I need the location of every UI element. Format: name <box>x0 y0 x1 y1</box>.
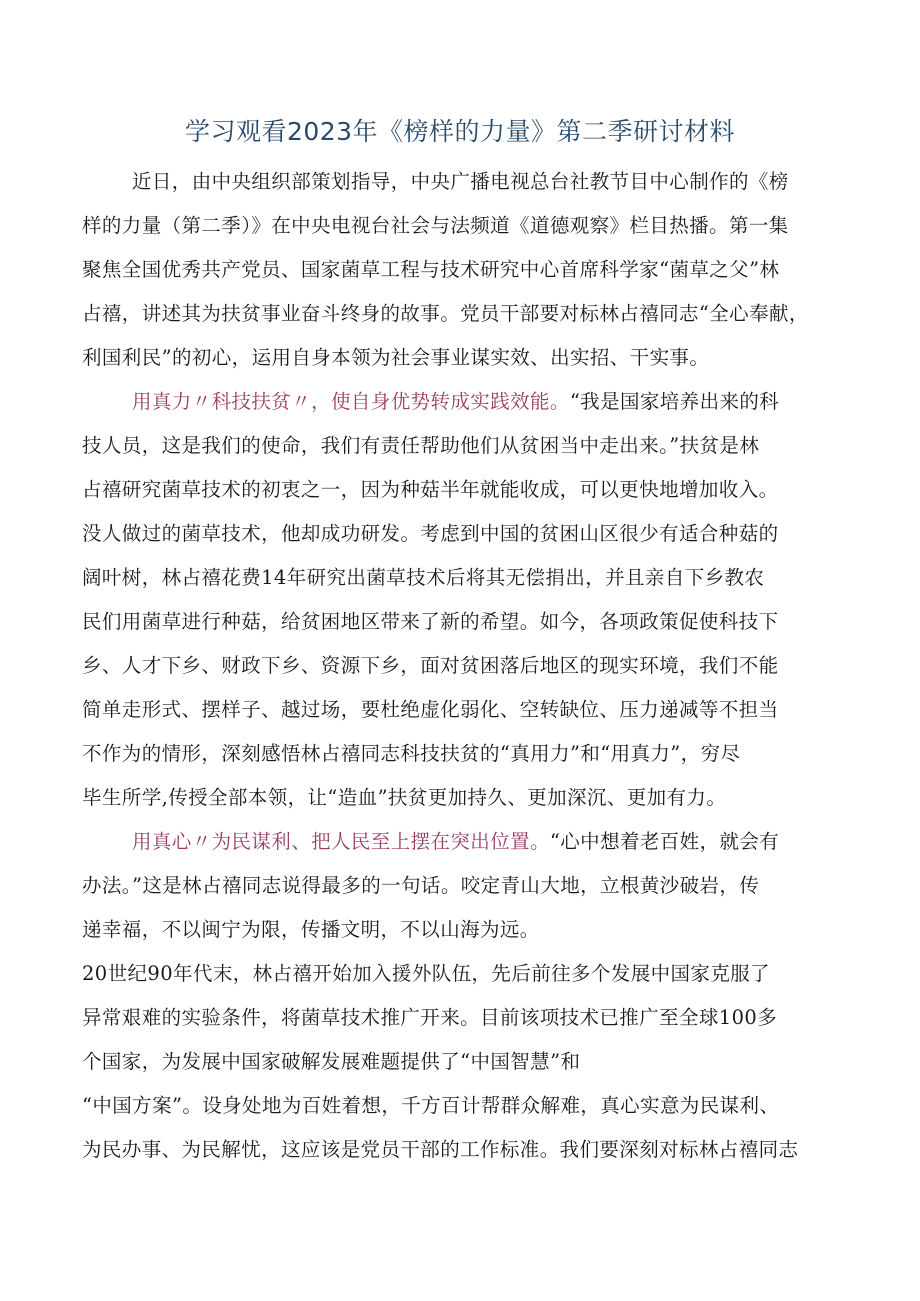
paragraph-line <box>132 392 779 412</box>
paragraph-line: 办法。”这是林占禧同志说得最多的一句话。咬定青山大地，立根黄沙破岩，传 <box>82 874 760 897</box>
paragraph-line: 没人做过的菌草技术，他却成功研发。考虑到中国的贫困山区很少有适合种菇的 <box>82 522 779 545</box>
paragraph-line: 样的力量（第二季）》在中央电视台社会与法频道《道德观察》栏目热播。第一集 <box>82 214 789 237</box>
paragraph-line: 毕生所学,传授全部本领，让“造血”扶贫更加持久、更加深沉、更加有力。 <box>82 786 727 809</box>
section-heading: 用真力〃科技扶贫〃，使自身优势转成实践效能。 <box>132 390 570 413</box>
paragraph-line: 异常艰难的实验条件，将菌草技术推广开来。目前该项技术已推广至全球100多 <box>82 1006 778 1029</box>
paragraph-line: 阔叶树，林占禧花费14年研究出菌草技术后将其无偿捐出，并且亲自下乡教农 <box>82 566 765 589</box>
paragraph-line: 简单走形式、摆样子、越过场，要杜绝虚化弱化、空转缺位、压力递减等不担当 <box>82 698 779 721</box>
document-title: 学习观看2023年《榜样的力量》第二季研讨材料 <box>184 117 736 146</box>
paragraph-text: “心中想着老百姓，就会有 <box>549 830 780 853</box>
paragraph-text: “我是国家培养出来的科 <box>569 390 780 413</box>
paragraph-line: 聚焦全国优秀共产党员、国家菌草工程与技术研究中心首席科学家“菌草之父”林 <box>82 258 780 281</box>
paragraph-line: “中国方案”。设身处地为百姓着想，千方百计帮群众解难，真心实意为民谋利、 <box>82 1094 780 1117</box>
paragraph-line: 占禧，讲述其为扶贫事业奋斗终身的故事。党员干部要对标林占禧同志“全心奉献， <box>82 302 809 325</box>
paragraph-line <box>132 832 779 852</box>
section-heading: 用真心〃为民谋利、把人民至上摆在突出位置。 <box>132 830 550 853</box>
paragraph-line: 为民办事、为民解忧，这应该是党员干部的工作标准。我们要深刻对标林占禧同志 <box>82 1138 799 1161</box>
paragraph-line: 20世纪90年代末，林占禧开始加入援外队伍，先后前往多个发展中国家克服了 <box>82 962 771 985</box>
paragraph-line: 个国家，为发展中国家破解发展难题提供了“中国智慧”和 <box>82 1050 581 1073</box>
paragraph-line: 技人员，这是我们的使命，我们有责任帮助他们从贫困当中走出来。”扶贫是林 <box>82 434 760 457</box>
paragraph-line: 利国利民”的初心，运用自身本领为社会事业谋实效、出实招、干实事。 <box>82 346 710 369</box>
paragraph-line: 不作为的情形，深刻感悟林占禧同志科技扶贫的“真用力”和“用真力”，穷尽 <box>82 742 741 765</box>
paragraph-line: 乡、人才下乡、财政下乡、资源下乡，面对贫困落后地区的现实环境，我们不能 <box>82 654 779 677</box>
paragraph-line: 民们用菌草进行种菇，给贫困地区带来了新的希望。如今，各项政策促使科技下 <box>82 610 779 633</box>
paragraph-line: 占禧研究菌草技术的初衷之一，因为种菇半年就能收成，可以更快地增加收入。 <box>82 478 779 501</box>
paragraph-line: 递幸福，不以闽宁为限，传播文明，不以山海为远。 <box>82 918 540 941</box>
paragraph-line: 近日，由中央组织部策划指导，中央广播电视总台社教节目中心制作的《榜 <box>132 170 789 193</box>
